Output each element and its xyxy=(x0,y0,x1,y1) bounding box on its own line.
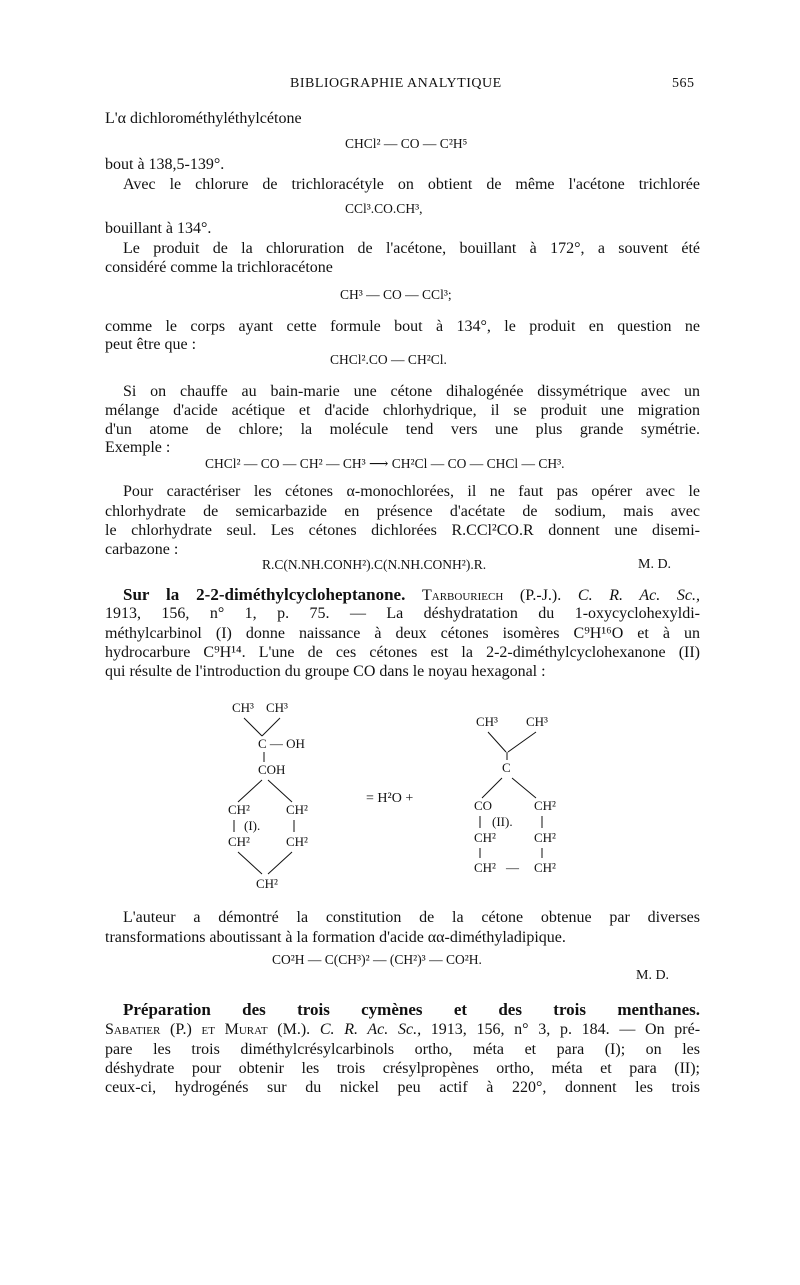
formula: CHCl².CO — CH²Cl. xyxy=(330,352,447,367)
text-line: chlorhydrate de semicarbazide en présence d'acétate de sodium, mais avec xyxy=(105,503,700,520)
text-line: Exemple : xyxy=(105,439,171,456)
ref-rest: 1913, 156, n° 3, p. 184. — On pré- xyxy=(430,1021,701,1038)
text-line: Avec le chlorure de trichloracétyle on obtient de même l'acétone trichlorée xyxy=(123,176,700,193)
s2-ch2-a: CH² xyxy=(534,798,556,813)
s1-ch2-e: CH² xyxy=(256,876,278,891)
text-line: pare les trois diméthylcrésylcarbinols ortho, méta et para (I); on les xyxy=(105,1041,700,1058)
s1-ch3-a: CH³ xyxy=(232,700,254,715)
formula: CHCl² — CO — C²H⁵ xyxy=(345,136,468,151)
formula: CCl³.CO.CH³, xyxy=(345,201,423,216)
bond xyxy=(482,778,502,798)
text-line: déshydrate pour obtenir les trois crésylpropènes ortho, méta et para (II); xyxy=(105,1060,700,1077)
text-line: Si on chauffe au bain-marie une cétone dihalogénée dissymétrique avec un xyxy=(123,383,700,400)
article-author: Tarbouriech (P.-J.). xyxy=(422,587,562,604)
s1-ch2-c: CH² xyxy=(228,834,250,849)
text-line: qui résulte de l'introduction du groupe CO dans le noyau hexagonal : xyxy=(105,663,546,680)
bond xyxy=(488,732,506,752)
s1-c-oh: C — OH xyxy=(258,736,305,751)
bond xyxy=(238,780,262,802)
formula: CH³ — CO — CCl³; xyxy=(340,287,452,302)
text-line: méthylcarbinol (I) donne naissance à deux cétones isomères C⁹H¹⁶O et à un xyxy=(105,625,700,642)
page-number: 565 xyxy=(672,76,695,91)
article-title-text: Préparation des trois cymènes et des trois menthanes. xyxy=(123,1000,700,1019)
formula: CHCl² — CO — CH² — CH³ ⟶ CH²Cl — CO — CHCl — CH³. xyxy=(205,456,565,471)
s2-c: C xyxy=(502,760,511,775)
article-title xyxy=(105,1000,700,1021)
bond xyxy=(268,780,292,802)
s2-ch2-e: CH² xyxy=(534,860,556,875)
s2-co: CO xyxy=(474,798,493,813)
bond xyxy=(262,718,280,736)
bond xyxy=(508,732,536,752)
bond xyxy=(244,718,262,736)
text-line: comme le corps ayant cette formule bout à 134°, le produit en question ne xyxy=(105,318,700,335)
text-line: le chlorhydrate seul. Les cétones dichlorées R.CCl²CO.R donnent une disemi- xyxy=(105,522,700,539)
text-line: Pour caractériser les cétones α-monochlorées, il ne faut pas opérer avec le xyxy=(123,483,700,500)
bond xyxy=(268,852,292,874)
s1-coh: COH xyxy=(258,762,286,777)
s1-ch2-a: CH² xyxy=(228,802,250,817)
s2-ch2-b: CH² xyxy=(474,830,496,845)
article-title: Sur la 2-2-diméthylcycloheptanone. xyxy=(123,585,406,604)
signature: M. D. xyxy=(636,968,670,983)
text-line: bout à 138,5-139°. xyxy=(105,156,225,173)
text-line: peut être que : xyxy=(105,336,197,353)
article-heading-line xyxy=(105,585,700,606)
signature: M. D. xyxy=(638,557,672,572)
s2-ch2-d: CH² xyxy=(474,860,496,875)
s2-label: (II). xyxy=(492,814,513,829)
text-line: hydrocarbure C⁹H¹⁴. L'une de ces cétones est la 2-2-diméthylcyclohexanone (II) xyxy=(105,644,700,661)
text-line: carbazone : xyxy=(105,541,179,558)
s1-ch2-d: CH² xyxy=(286,834,308,849)
s2-ch2-c: CH² xyxy=(534,830,556,845)
bond xyxy=(512,778,536,798)
s2-ch3-b: CH³ xyxy=(526,714,548,729)
text-line: considéré comme la trichloracétone xyxy=(105,259,333,276)
s1-ch3-b: CH³ xyxy=(266,700,288,715)
formula: R.C(N.NH.CONH²).C(N.NH.CONH²).R. xyxy=(262,557,487,572)
text-line: transformations aboutissant à la formation d'acide αα-diméthyladipique. xyxy=(105,929,566,946)
text-line: Le produit de la chloruration de l'acétone, bouillant à 172°, a souvent été xyxy=(123,240,700,257)
equation-sign: = H²O + xyxy=(366,791,414,806)
text-line: d'un atome de chlore; la molécule tend vers une plus grande symétrie. xyxy=(105,421,700,438)
reaction-scheme xyxy=(180,690,600,905)
journal-ref: C. R. Ac. Sc., xyxy=(577,587,700,604)
s1-ch2-b: CH² xyxy=(286,802,308,817)
text-line: bouillant à 134°. xyxy=(105,220,212,237)
bond xyxy=(238,852,262,874)
text-line: ceux-ci, hydrogénés sur du nickel peu actif à 220°, donnent les trois xyxy=(105,1079,700,1096)
text-line: L'auteur a démontré la constitution de la cétone obtenue par diverses xyxy=(123,909,700,926)
s2-ch3-a: CH³ xyxy=(476,714,498,729)
article-authors: Sabatier (P.) et Murat (M.). xyxy=(105,1021,311,1038)
formula: CO²H — C(CH³)² — (CH²)³ — CO²H. xyxy=(272,952,482,967)
text-line: L'α dichlorométhyléthylcétone xyxy=(105,110,302,127)
text-line: 1913, 156, n° 1, p. 75. — La déshydratation du 1-oxycyclohexyldi- xyxy=(105,605,700,622)
journal-ref: C. R. Ac. Sc., xyxy=(319,1021,422,1038)
s2-dash: — xyxy=(506,860,519,875)
text-line: mélange d'acide acétique et d'acide chlorhydrique, il se produit une migration xyxy=(105,402,700,419)
s1-label: (I). xyxy=(244,818,261,833)
running-header-title: BIBLIOGRAPHIE ANALYTIQUE xyxy=(290,76,502,91)
article-ref-line xyxy=(105,1020,700,1040)
